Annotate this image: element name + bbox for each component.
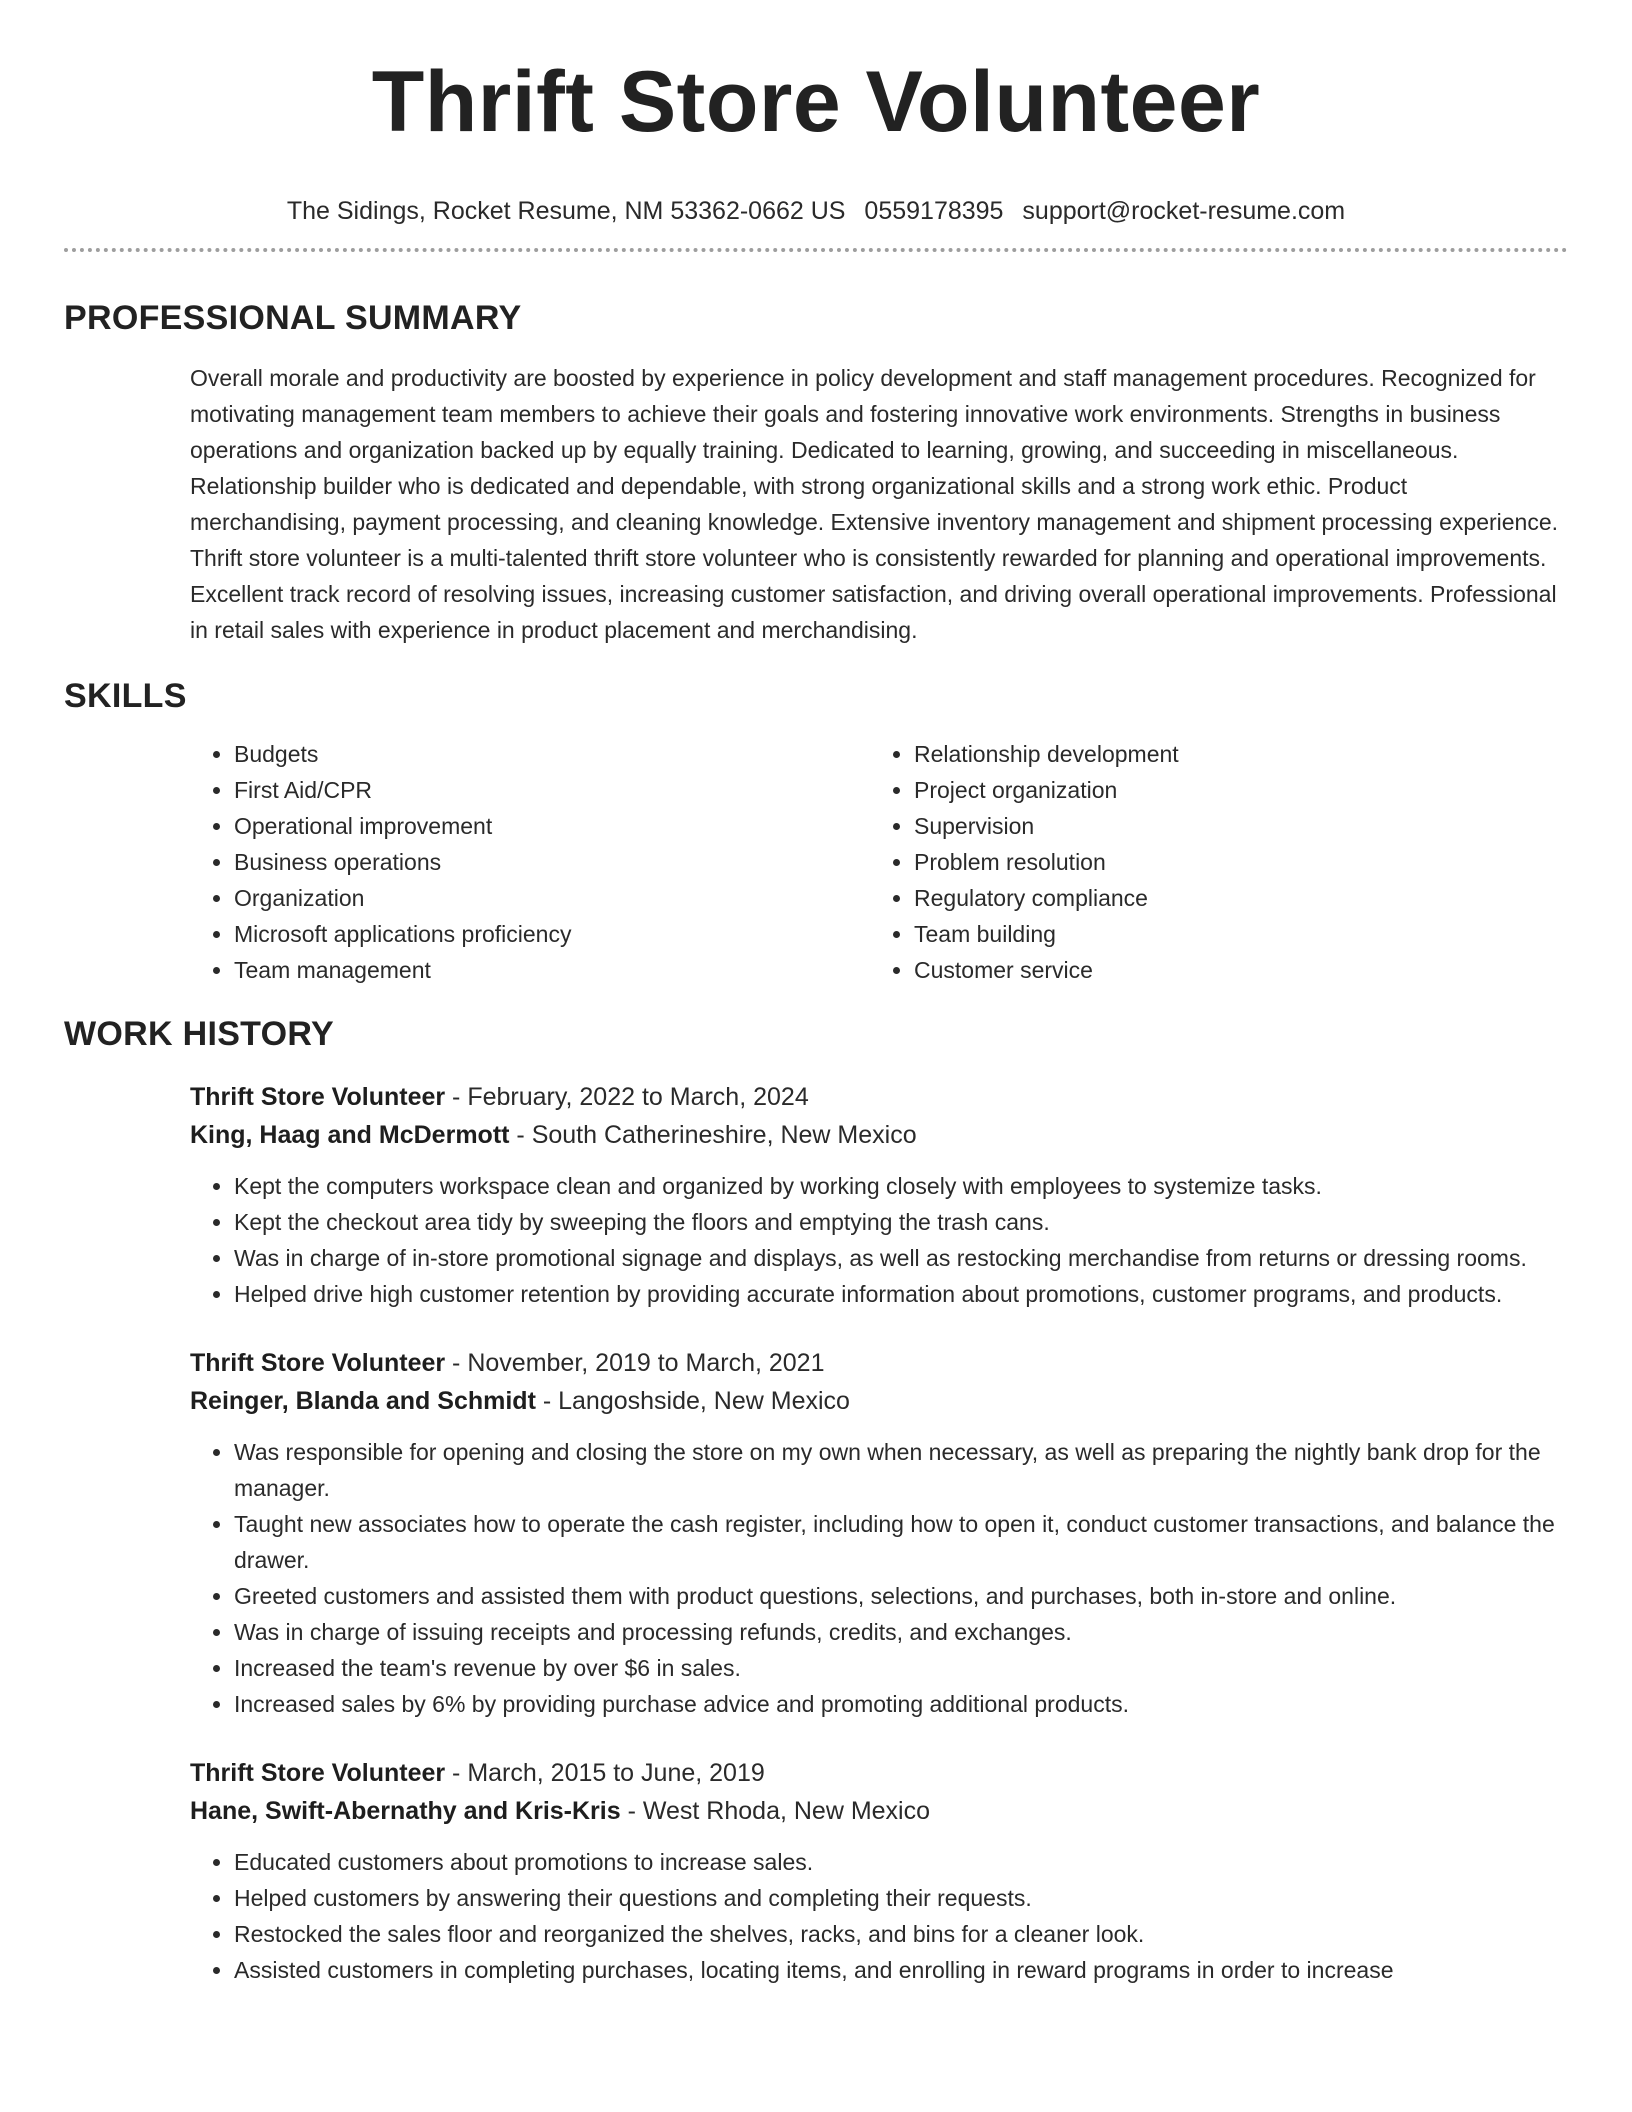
header-divider (64, 248, 1568, 252)
skill-item: • Team management (234, 952, 870, 988)
job-duty: • Was responsible for opening and closing the store on my own when necessary, as well as preparing the nightly bank drop for the manager. (234, 1434, 1568, 1506)
separator: - (509, 1121, 532, 1149)
skill-item: • Organization (234, 880, 870, 916)
job-title-line (190, 1754, 1568, 1792)
candidate-name: Thrift Store Volunteer (371, 54, 1261, 150)
skill-item: • Regulatory compliance (914, 880, 1554, 916)
work-entry (190, 1344, 1568, 1722)
job-duty: • Restocked the sales floor and reorganized the shelves, racks, and bins for a cleaner look. (234, 1916, 1568, 1952)
job-location: South Catherineshire, New Mexico (531, 1121, 917, 1149)
skills-list (190, 736, 1568, 988)
job-title-line (190, 1344, 1568, 1382)
job-title-line (190, 1078, 1568, 1116)
job-location: Langoshside, New Mexico (558, 1387, 850, 1415)
skill-item: • Business operations (234, 844, 870, 880)
job-duty: • Assisted customers in completing purchases, locating items, and enrolling in reward programs in order to increase (234, 1952, 1568, 1988)
job-duties (190, 1844, 1568, 1988)
contact-line (64, 194, 1568, 228)
job-duties (190, 1168, 1568, 1312)
job-company: Hane, Swift-Abernathy and Kris-Kris (190, 1797, 621, 1825)
job-role: Thrift Store Volunteer (190, 1083, 446, 1111)
skill-item: • Supervision (914, 808, 1554, 844)
skill-item: • Relationship development (914, 736, 1554, 772)
summary-heading: PROFESSIONAL SUMMARY (64, 299, 522, 337)
separator: - (445, 1349, 468, 1377)
job-company: Reinger, Blanda and Schmidt (190, 1387, 536, 1415)
skill-item: • Microsoft applications proficiency (234, 916, 870, 952)
job-duties (190, 1434, 1568, 1722)
separator: - (620, 1797, 643, 1825)
contact-email: support@rocket-resume.com (1022, 197, 1346, 225)
contact-address: The Sidings, Rocket Resume, NM 53362-0662 US (286, 197, 846, 225)
job-duty: • Kept the computers workspace clean and organized by working closely with employees to systemize tasks. (234, 1168, 1568, 1204)
skill-item: • Problem resolution (914, 844, 1554, 880)
skill-item: • Project organization (914, 772, 1554, 808)
job-duty: • Greeted customers and assisted them with product questions, selections, and purchases, both in-store and online. (234, 1578, 1568, 1614)
job-duty: • Educated customers about promotions to increase sales. (234, 1844, 1568, 1880)
skills-column-right (870, 736, 1554, 988)
separator: - (445, 1083, 468, 1111)
resume-page (64, 0, 1568, 1988)
separator: - (535, 1387, 559, 1415)
job-company: King, Haag and McDermott (190, 1121, 510, 1149)
job-duty: • Increased sales by 6% by providing purchase advice and promoting additional products. (234, 1686, 1568, 1722)
skill-item: • Team building (914, 916, 1554, 952)
job-dates: November, 2019 to March, 2021 (467, 1349, 825, 1377)
job-role: Thrift Store Volunteer (190, 1759, 446, 1787)
contact-phone: 0559178395 (864, 197, 1004, 225)
skills-column-left (190, 736, 870, 988)
job-dates: March, 2015 to June, 2019 (467, 1759, 765, 1787)
skill-item: • Operational improvement (234, 808, 870, 844)
job-duty: • Taught new associates how to operate the cash register, including how to open it, conduct customer transactions, and balance the drawer. (234, 1506, 1568, 1578)
job-company-line (190, 1116, 1568, 1154)
job-duty: • Helped customers by answering their questions and completing their requests. (234, 1880, 1568, 1916)
work-entry (190, 1078, 1568, 1312)
skill-item: • First Aid/CPR (234, 772, 870, 808)
skill-item: • Customer service (914, 952, 1554, 988)
job-location: West Rhoda, New Mexico (642, 1797, 931, 1825)
job-role: Thrift Store Volunteer (190, 1349, 446, 1377)
job-duty: • Was in charge of in-store promotional signage and displays, as well as restocking merchandise from returns or dressing rooms. (234, 1240, 1568, 1276)
separator: - (445, 1759, 468, 1787)
job-duty: • Was in charge of issuing receipts and processing refunds, credits, and exchanges. (234, 1614, 1568, 1650)
job-company-line (190, 1382, 1568, 1420)
skills-heading: SKILLS (64, 677, 187, 715)
skill-item: • Budgets (234, 736, 870, 772)
job-duty: • Kept the checkout area tidy by sweeping the floors and emptying the trash cans. (234, 1204, 1568, 1240)
job-duty: • Helped drive high customer retention by providing accurate information about promotions, customer programs, and products. (234, 1276, 1568, 1312)
work-history-heading: WORK HISTORY (64, 1015, 334, 1053)
job-company-line (190, 1792, 1568, 1830)
job-duty: • Increased the team's revenue by over $6 in sales. (234, 1650, 1568, 1686)
work-entry (190, 1754, 1568, 1988)
job-dates: February, 2022 to March, 2024 (467, 1083, 809, 1111)
summary-text: Overall morale and productivity are boosted by experience in policy development and staff management procedures. Recognized for motivating management team members to achieve their goals and fostering innovative work environments. Strengths in business operations and organization backed up by equally training. Dedicated to learning, growing, and succeeding in miscellaneous. Relationship builder who is dedicated and dependable, with strong organizational skills and a strong work ethic. Product merchandising, payment processing, and cleaning knowledge. Extensive inventory management and shipment processing experience. Thrift store volunteer is a multi-talented thrift store volunteer who is consistently rewarded for planning and operational improvements. Excellent track record of resolving issues, increasing customer satisfaction, and driving overall operational improvements. Professional in retail sales with experience in product placement and merchandising. (190, 365, 1559, 643)
